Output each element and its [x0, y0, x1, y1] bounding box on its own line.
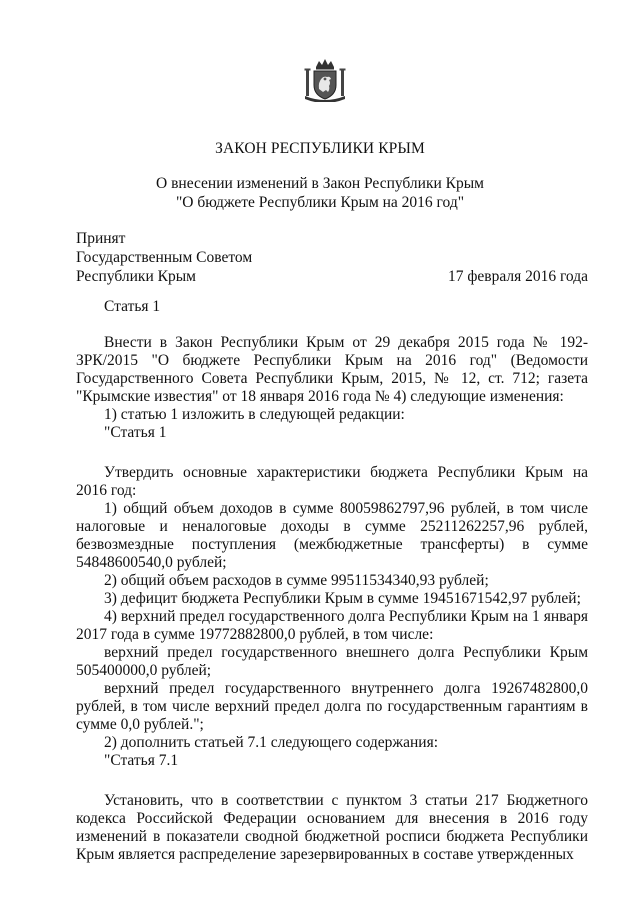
document-subtitle	[0, 174, 640, 212]
establish-paragraph: Установить, что в соответствии с пунктом 3 статьи 217 Бюджетного кодекса Российской Федерации основанием для внесения в 2016 году изменений в показатели сводной бюджетной росписи бюджета Республики Крым является распределение зарезервированных в составе утвержденных	[76, 792, 588, 863]
document-title: ЗАКОН РЕСПУБЛИКИ КРЫМ	[215, 140, 425, 157]
crimea-coat-of-arms-icon	[302, 58, 348, 102]
subtitle-line-1: О внесении изменений в Закон Республики Крым	[156, 175, 484, 192]
spacer	[76, 442, 588, 464]
point-3-deficit: 3) дефицит бюджета Республики Крым в сумме 19451671542,97 рублей;	[104, 590, 581, 607]
adoption-block	[76, 229, 588, 286]
adopted-line-3: Республики Крым	[76, 268, 196, 285]
quoted-article-7-1-heading: "Статья 7.1	[104, 752, 179, 769]
article-1-body	[76, 334, 588, 864]
quoted-article-1-heading: "Статья 1	[104, 424, 167, 441]
adopted-line-2: Государственным Советом	[76, 249, 253, 266]
amendment-item-1: 1) статью 1 изложить в следующей редакции:	[104, 406, 405, 423]
amendment-intro: Внести в Закон Республики Крым от 29 декабря 2015 года № 192-ЗРК/2015 "О бюджете Республики Крым на 2016 год" (Ведомости Государственного Совета Республики Крым, 2015, № 12, ст. 712; газета "Крымские известия" от 18 января 2016 года № 4) следующие изменения:	[76, 334, 588, 405]
amendment-item-2: 2) дополнить статьей 7.1 следующего содержания:	[104, 734, 438, 751]
adoption-date: 17 февраля 2016 года	[447, 268, 588, 285]
article-1-heading: Статья 1	[104, 298, 161, 315]
point-4-debt-limit: 4) верхний предел государственного долга Республики Крым на 1 января 2017 года в сумме 19772882800,0 рублей, в том числе:	[76, 608, 588, 643]
spacer	[76, 770, 588, 792]
external-debt-limit: верхний предел государственного внешнего долга Республики Крым 505400000,0 рублей;	[76, 644, 588, 679]
approve-paragraph: Утвердить основные характеристики бюджета Республики Крым на 2016 год:	[76, 464, 588, 499]
point-2-expenses: 2) общий объем расходов в сумме 99511534340,93 рублей;	[104, 572, 489, 589]
subtitle-line-2: "О бюджете Республики Крым на 2016 год"	[175, 194, 465, 211]
internal-debt-limit: верхний предел государственного внутреннего долга 19267482800,0 рублей, в том числе верхний предел долга по государственным гарантиям в сумме 0,0 рублей.";	[76, 680, 588, 733]
point-1-revenue: 1) общий объем доходов в сумме 80059862797,96 рублей, в том числе налоговые и неналоговые доходы в сумме 25211262257,96 рублей, безвозмездные поступления (межбюджетные трансферты) в сумме 54848600540,0 рублей;	[76, 500, 588, 571]
adopted-line-1: Принят	[76, 230, 126, 247]
